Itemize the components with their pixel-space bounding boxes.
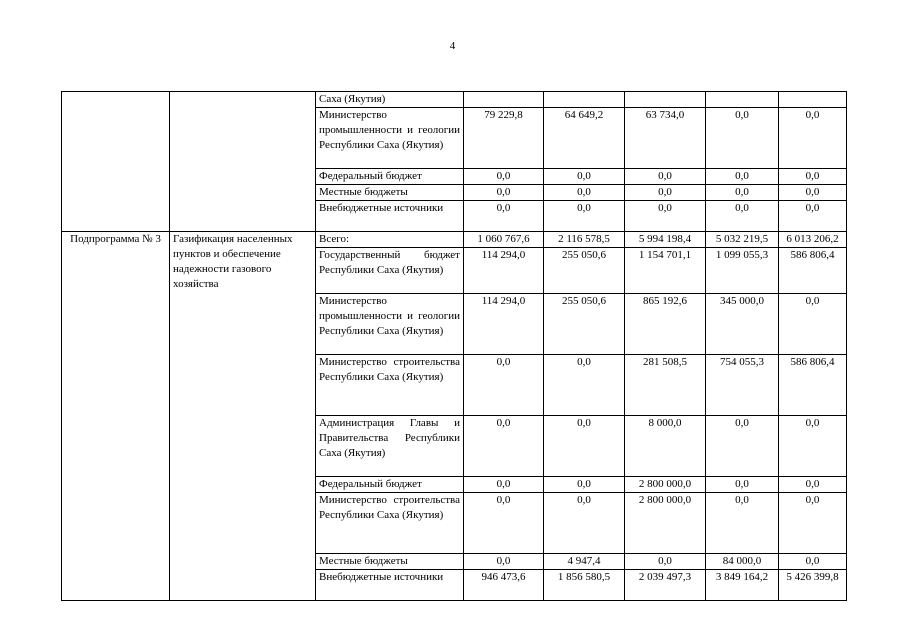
value-year-3: 2 800 000,0: [625, 477, 706, 493]
value-year-3: 2 039 497,3: [625, 570, 706, 601]
value-year-3: 5 994 198,4: [625, 232, 706, 248]
value-year-3: 8 000,0: [625, 416, 706, 477]
value-year-4: 0,0: [706, 493, 779, 554]
funding-source: Министерство промышленности и геологии Республики Саха (Якутия): [316, 108, 464, 169]
value-year-4: 5 032 219,5: [706, 232, 779, 248]
value-year-1: 114 294,0: [464, 294, 544, 355]
value-year-2: 255 050,6: [544, 294, 625, 355]
value-year-5: 0,0: [779, 554, 847, 570]
funding-source: Федеральный бюджет: [316, 169, 464, 185]
value-year-1: [464, 92, 544, 108]
page-number: 4: [449, 40, 456, 52]
funding-source: Саха (Якутия): [316, 92, 464, 108]
value-year-1: 114 294,0: [464, 248, 544, 294]
value-year-4: 0,0: [706, 416, 779, 477]
value-year-3: 1 154 701,1: [625, 248, 706, 294]
value-year-2: [544, 92, 625, 108]
value-year-1: 0,0: [464, 169, 544, 185]
funding-source: Всего:: [316, 232, 464, 248]
value-year-5: 0,0: [779, 477, 847, 493]
value-year-5: 5 426 399,8: [779, 570, 847, 601]
value-year-5: 586 806,4: [779, 355, 847, 416]
value-year-2: 64 649,2: [544, 108, 625, 169]
value-year-2: 0,0: [544, 493, 625, 554]
value-year-4: 754 055,3: [706, 355, 779, 416]
value-year-5: 0,0: [779, 294, 847, 355]
budget-table: [61, 91, 847, 601]
value-year-5: 0,0: [779, 416, 847, 477]
value-year-5: 6 013 206,2: [779, 232, 847, 248]
value-year-4: 0,0: [706, 477, 779, 493]
value-year-5: 0,0: [779, 169, 847, 185]
value-year-4: [706, 92, 779, 108]
value-year-2: 0,0: [544, 416, 625, 477]
value-year-2: 0,0: [544, 201, 625, 232]
value-year-4: 345 000,0: [706, 294, 779, 355]
value-year-2: 0,0: [544, 355, 625, 416]
value-year-4: 0,0: [706, 185, 779, 201]
value-year-1: 0,0: [464, 355, 544, 416]
funding-source: Государственный бюджет Республики Саха (Якутия): [316, 248, 464, 294]
value-year-2: 0,0: [544, 477, 625, 493]
value-year-5: 0,0: [779, 493, 847, 554]
value-year-5: 586 806,4: [779, 248, 847, 294]
value-year-3: [625, 92, 706, 108]
value-year-2: 2 116 578,5: [544, 232, 625, 248]
funding-source: Внебюджетные источники: [316, 570, 464, 601]
value-year-3: 2 800 000,0: [625, 493, 706, 554]
value-year-1: 946 473,6: [464, 570, 544, 601]
value-year-3: 0,0: [625, 554, 706, 570]
value-year-1: 79 229,8: [464, 108, 544, 169]
value-year-5: 0,0: [779, 185, 847, 201]
value-year-3: 0,0: [625, 185, 706, 201]
program-cell-empty: [62, 92, 170, 232]
funding-source: Министерство строительства Республики Саха (Якутия): [316, 493, 464, 554]
value-year-2: 0,0: [544, 185, 625, 201]
value-year-4: 0,0: [706, 169, 779, 185]
value-year-2: 1 856 580,5: [544, 570, 625, 601]
value-year-2: 0,0: [544, 169, 625, 185]
table-row: [62, 232, 847, 248]
value-year-4: 1 099 055,3: [706, 248, 779, 294]
value-year-5: 0,0: [779, 201, 847, 232]
subprogram-name: Газификация населенных пунктов и обеспечение надежности газового хозяйства: [170, 232, 316, 601]
value-year-5: [779, 92, 847, 108]
funding-source: Министерство строительства Республики Саха (Якутия): [316, 355, 464, 416]
value-year-1: 0,0: [464, 201, 544, 232]
value-year-1: 1 060 767,6: [464, 232, 544, 248]
funding-source: Внебюджетные источники: [316, 201, 464, 232]
value-year-1: 0,0: [464, 416, 544, 477]
value-year-3: 865 192,6: [625, 294, 706, 355]
value-year-3: 0,0: [625, 169, 706, 185]
value-year-4: 0,0: [706, 201, 779, 232]
funding-source: Местные бюджеты: [316, 554, 464, 570]
value-year-2: 4 947,4: [544, 554, 625, 570]
funding-source: Министерство промышленности и геологии Республики Саха (Якутия): [316, 294, 464, 355]
value-year-5: 0,0: [779, 108, 847, 169]
value-year-3: 63 734,0: [625, 108, 706, 169]
funding-source: Федеральный бюджет: [316, 477, 464, 493]
value-year-1: 0,0: [464, 477, 544, 493]
program-name-cell-empty: [170, 92, 316, 232]
funding-source: Администрация Главы и Правительства Республики Саха (Якутия): [316, 416, 464, 477]
value-year-1: 0,0: [464, 493, 544, 554]
value-year-1: 0,0: [464, 185, 544, 201]
value-year-4: 0,0: [706, 108, 779, 169]
value-year-4: 84 000,0: [706, 554, 779, 570]
subprogram-label: Подпрограмма № 3: [62, 232, 170, 601]
table-row: [62, 92, 847, 108]
funding-source: Местные бюджеты: [316, 185, 464, 201]
value-year-3: 0,0: [625, 201, 706, 232]
value-year-2: 255 050,6: [544, 248, 625, 294]
value-year-3: 281 508,5: [625, 355, 706, 416]
value-year-4: 3 849 164,2: [706, 570, 779, 601]
value-year-1: 0,0: [464, 554, 544, 570]
